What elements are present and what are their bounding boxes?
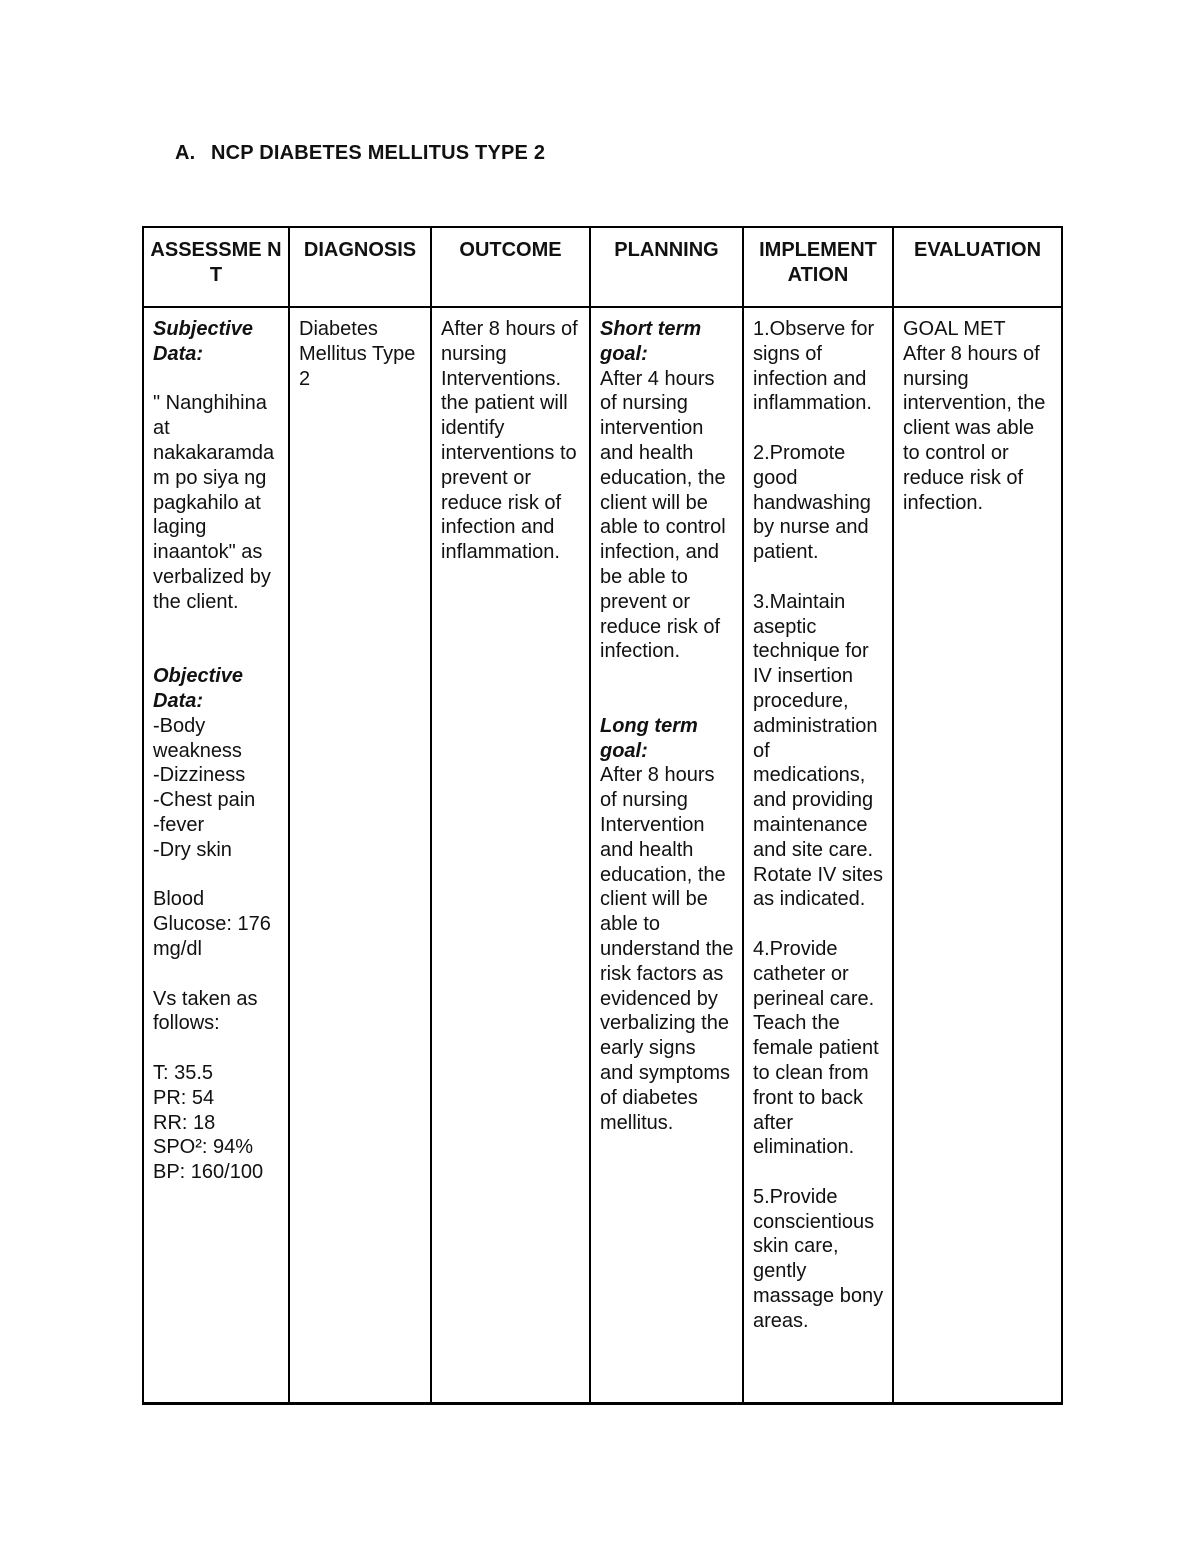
col-header-outcome: OUTCOME — [431, 227, 590, 307]
evaluation-text: After 8 hours of nursing intervention, the client was able to control or reduce risk of infection. — [903, 342, 1046, 514]
short-term-text: After 4 hours of nursing intervention and health education, the client will be able to control infection, and be able to prevent or reduce risk of infection. — [600, 367, 726, 663]
col-header-implementation: IMPLEMENT ATION — [743, 227, 893, 307]
col-header-planning: PLANNING — [590, 227, 743, 307]
ncp-table — [142, 226, 1063, 1405]
evaluation-cell — [893, 307, 1062, 1404]
objective-item: -Body weakness — [153, 714, 242, 762]
heading-letter: A. — [175, 142, 196, 164]
evaluation-status: GOAL MET — [903, 318, 1006, 340]
vital-sign: T: 35.5 — [153, 1061, 214, 1084]
objective-item: -Chest pain — [153, 789, 256, 812]
planning-cell — [590, 307, 743, 1404]
objective-label: Objective Data: — [153, 665, 244, 712]
vital-sign: BP: 160/100 — [153, 1161, 264, 1184]
objective-item: -fever — [153, 813, 205, 836]
vs-intro: Vs taken as follows: — [153, 987, 258, 1035]
implementation-item: 2.Promote good handwashing by nurse and patient. — [753, 441, 871, 564]
long-term-text: After 8 hours of nursing Intervention and health education, the client will be able to understand the risk factors as evidenced by verbalizing the early signs and symptoms of diabetes mellitus. — [600, 764, 734, 1134]
header-row — [143, 227, 1062, 307]
heading-title: NCP DIABETES MELLITUS TYPE 2 — [211, 142, 546, 164]
implementation-item: 4.Provide catheter or perineal care. Teach the female patient to clean from front to back after elimination. — [753, 937, 879, 1159]
long-term-label: Long term goal: — [600, 714, 698, 762]
col-header-assessment: ASSESSME NT — [143, 227, 289, 307]
outcome-cell — [431, 307, 590, 1404]
col-header-evaluation: EVALUATION — [893, 227, 1062, 307]
assessment-cell — [143, 307, 289, 1404]
implementation-cell — [743, 307, 893, 1404]
diagnosis-text: Diabetes Mellitus Type 2 — [299, 318, 416, 390]
vital-sign: RR: 18 — [153, 1111, 216, 1134]
subjective-text: " Nanghihina at nakakaramdam po siya ng pagkahilo at laging inaantok" as verbalized by the client. — [153, 392, 275, 613]
subjective-label: Subjective Data: — [153, 318, 254, 365]
vital-sign: PR: 54 — [153, 1086, 215, 1109]
diagnosis-cell — [289, 307, 431, 1404]
page-heading — [175, 142, 545, 165]
implementation-item: 1.Observe for signs of infection and inflammation. — [753, 318, 875, 415]
body-row — [143, 307, 1062, 1404]
short-term-label: Short term goal: — [600, 318, 702, 365]
objective-item: -Dizziness — [153, 764, 246, 787]
objective-item: -Dry skin — [153, 838, 232, 861]
implementation-item: 5.Provide conscientious skin care, gently massage bony areas. — [753, 1185, 884, 1332]
outcome-text: After 8 hours of nursing Interventions. the patient will identify interventions to prevent or reduce risk of infection and inflammation. — [441, 318, 578, 564]
vital-sign: SPO²: 94% — [153, 1136, 254, 1159]
implementation-item: 3.Maintain aseptic technique for IV insertion procedure, administration of medications, and providing maintenance and site care. Rotate IV sites as indicated. — [753, 590, 884, 911]
col-header-diagnosis: DIAGNOSIS — [289, 227, 431, 307]
blood-glucose: Blood Glucose: 176 mg/dl — [153, 888, 271, 960]
